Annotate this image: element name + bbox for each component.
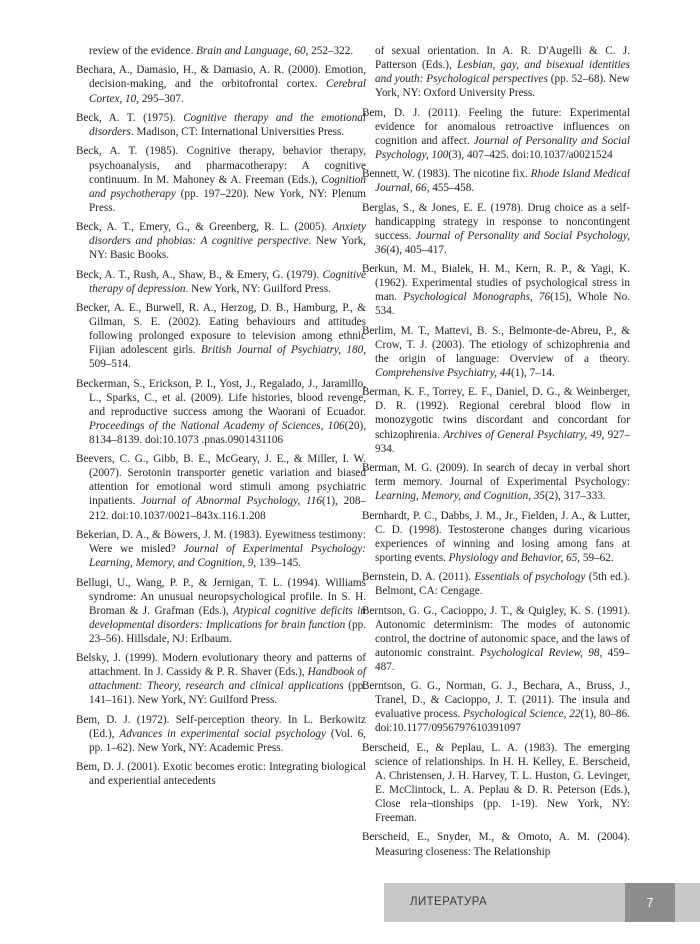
reference-italic-text: Brain and Language, 60 (196, 45, 306, 57)
reference-text: (pp. 197–220). New York, NY: Plenum Press. (89, 187, 366, 214)
reference-italic-text: Advances in experimental social psychology (119, 727, 326, 740)
reference-italic-text: Psychological Review, 98, (479, 646, 603, 659)
reference-entry (362, 167, 630, 195)
reference-entry (362, 570, 630, 598)
reference-italic-text: Cognitive therapy and the emotional disorders (89, 111, 366, 139)
reference-entry (76, 111, 366, 139)
reference-text: (1), 208–212. doi:10.1037/0021–843x.116.1.208 (89, 495, 367, 522)
reference-text: 139–145. (256, 557, 301, 570)
reference-italic-text: Journal of Abnormal Psychology, 116 (141, 495, 322, 508)
reference-italic-text: Archives of General Psychiatry, 49, (443, 428, 605, 441)
reference-italic-text: Atypical cognitive deficits in developmental disorders: Implications for brain function (89, 604, 367, 631)
reference-italic-text: Journal of Personality and Social Psychology, 36 (375, 229, 630, 256)
reference-entry (76, 377, 366, 447)
reference-entry (76, 713, 366, 755)
reference-text: Berntson, G. G., Norman, G. J., Bechara, A., Bruss, J., Tranel, D., & Cacioppo, J. T. (2011). The insula and evaluative process. (362, 680, 630, 721)
reference-text: of sexual orientation. In A. R. D'Augelli & C. J. Patterson (Eds.), (375, 45, 630, 72)
reference-text: . Madison, CT: International Universities Press. (130, 126, 345, 139)
section-title: ЛИТЕРАТУРА (410, 896, 488, 908)
reference-entry (76, 301, 366, 371)
reference-italic-text: Cerebral Cortex, 10, (89, 78, 366, 105)
reference-italic-text: Anxiety disorders and phobias: A cognitive perspective (89, 221, 366, 248)
reference-entry (362, 106, 630, 162)
reference-entry (76, 760, 366, 788)
reference-italic-text: Journal of Experimental Psychology: Learning, Memory, and Cognition, 9, (89, 543, 366, 570)
references-left-column (76, 44, 366, 794)
page-number: 7 (625, 883, 675, 922)
reference-text: Berscheid, E., Snyder, M., & Omoto, A. M. (2004). Measuring closeness: The Relationship (362, 831, 630, 858)
reference-text: Berman, M. G. (2009). In search of decay in verbal short term memory. Journal of Experimental Psychology: (362, 462, 630, 489)
reference-italic-text: Cognition and psychotherapy (89, 173, 366, 200)
reference-italic-text: Physiology and Behavior, 65, (448, 551, 581, 564)
reference-entry (76, 452, 366, 522)
reference-text: (15), Whole No. 534. (375, 291, 630, 318)
reference-entry (362, 324, 630, 380)
reference-italic-text: Proceedings of the National Academy of Sciences, 106 (89, 419, 345, 432)
reference-entry (76, 44, 366, 58)
reference-text: Beck, A. T. (1985). Cognitive therapy, behavior therapy, psychoanalysis, and pharmacotherapy: A cognitive continuum. In M. Mahoney & A. Freeman (Eds.), (76, 145, 366, 186)
reference-text: 295–307. (139, 92, 184, 105)
reference-text: . New York, NY: Basic Books. (89, 235, 366, 262)
reference-text: Berman, K. F., Torrey, E. F., Daniel, D. G., & Weinberger, D. R. (1992). Regional cerebral blood flow in monozygotic twins discordant and concordant for schizophrenia. (362, 386, 630, 441)
reference-text: , 252–322. (305, 45, 354, 57)
reference-text: review of the evidence. (89, 45, 197, 57)
reference-text: 455–458. (429, 182, 475, 195)
reference-text: (20), 8134–8139. doi:10.1073 .pnas.0901431106 (89, 419, 366, 446)
reference-entry (76, 651, 366, 707)
reference-italic-text: Handbook of attachment: Theory, research and clinical applications (89, 666, 367, 693)
reference-text: . New York, NY: Guilford Press. (185, 282, 331, 295)
reference-text: Bem, D. J. (2011). Feeling the future: Experimental evidence for anomalous retroactive influences on cognition and affect. (362, 106, 630, 147)
reference-italic-text: Rhode Island Medical Journal, 66, (375, 168, 630, 195)
reference-text: (pp. 141–161). New York, NY: Guilford Press. (89, 680, 366, 707)
reference-text: Bennett, W. (1983). The nicotine fix. (362, 168, 531, 181)
reference-text: Berscheid, E., & Peplau, L. A. (1983). The emerging science of relationships. In H. H. Kelley, E. Berscheid, A. Christensen, J. H. Harvey, T. L. Huston, G. Levinger, E. McClintock, L. A. Peplau & D. R. Peterson (Eds.), Close rela¬tionships (pp. 1-19). New York, NY: Freeman. (362, 741, 630, 825)
reference-entry (76, 63, 366, 105)
reference-text: Belsky, J. (1999). Modern evolutionary theory and patterns of attachment. In J. Cassidy & P. R. Shaver (Eds.), (76, 652, 366, 679)
reference-text: (5th ed.). Belmont, CA: Cengage. (375, 571, 631, 598)
reference-entry (362, 44, 630, 100)
reference-italic-text: Lesbian, gay, and bisexual identities and youth: Psychological perspectives (375, 59, 630, 86)
reference-text: Bellugi, U., Wang, P. P., & Jernigan, T. L. (1994). Williams syndrome: An unusual neuropsychological profile. In S. H. Broman & J. Grafman (Eds.), (76, 576, 366, 617)
reference-text: Bem, D. J. (2001). Exotic becomes erotic: Integrating biological and experiential antecedents (76, 761, 366, 788)
reference-text: 509–514. (89, 358, 131, 371)
reference-entry (362, 509, 630, 565)
reference-text: Berntson, G. G., Cacioppo, J. T., & Quigley, K. S. (1991). Autonomic determinism: The modes of autonomic control, the doctrine of autonomic space, and the laws of autonomic constraint. (362, 604, 630, 659)
reference-italic-text: British Journal of Psychiatry, 180, (201, 344, 366, 357)
references-right-column (362, 44, 630, 864)
reference-text: (1), 7–14. (510, 366, 555, 379)
reference-entry (76, 268, 366, 296)
reference-text: Bernstein, D. A. (2011). (362, 571, 475, 584)
reference-text: (3), 407–425. doi:10.1037/a0021524 (448, 148, 613, 161)
reference-text: 59–62. (580, 551, 614, 564)
reference-text: (pp. 52–68). New York, NY: Oxford University Press. (375, 73, 630, 100)
reference-entry (362, 604, 630, 674)
reference-text: Beckerman, S., Erickson, P. I., Yost, J., Regalado, J., Jaramillo, L., Sparks, C., et al. (2009). Life histories, blood revenge, and reproductive success among the Waorani of Ecuador. (76, 377, 366, 418)
reference-entry (362, 679, 630, 735)
reference-text: (Vol. 6, pp. 1–62). New York, NY: Academic Press. (89, 727, 366, 754)
reference-text: Beck, A. T., Emery, G., & Greenberg, R. L. (2005). (76, 221, 333, 234)
reference-text: Beevers, C. G., Gibb, B. E., McGeary, J. E., & Miller, I. W. (2007). Serotonin transporter genetic variation and biased attention for emotional word stimuli among psychiatric inpatients. (76, 453, 366, 508)
reference-entry (362, 461, 630, 503)
reference-entry (76, 576, 366, 646)
reference-italic-text: Journal of Personality and Social Psychology, 100 (375, 134, 630, 161)
reference-text: Bekerian, D. A., & Bowers, J. M. (1983). Eyewitness testimony: Were we misled? (76, 528, 366, 556)
reference-text: 927–934. (375, 428, 630, 455)
reference-text: 459–487. (375, 646, 631, 673)
reference-italic-text: Comprehensive Psychiatry, 44 (375, 366, 511, 379)
reference-entry (362, 385, 630, 455)
reference-text: Bernhardt, P. C., Dabbs, J. M., Jr., Fielden, J. A., & Lutter, C. D. (1998). Testosterone changes during vicarious experiences of winning and losing among fans at sporting events. (362, 509, 630, 564)
reference-italic-text: Essentials of psychology (474, 571, 586, 584)
reference-text: Berkun, M. M., Bialek, H. M., Kern, R. P., & Yagi, K. (1962). Experimental studies of psychological stress in man. (362, 263, 630, 304)
reference-text: Beck, A. T., Rush, A., Shaw, B., & Emery, G. (1979). (76, 268, 323, 281)
reference-italic-text: Learning, Memory, and Cognition, 35 (375, 490, 545, 503)
reference-entry (362, 830, 630, 858)
reference-italic-text: Cognitive therapy of depression (89, 268, 366, 295)
reference-text: (4), 405–417. (386, 243, 447, 256)
reference-text: Becker, A. E., Burwell, R. A., Herzog, D. B., Hamburg, P., & Gilman, S. E. (2002). Eating behaviours and attitudes following prolonged exposure to television among ethnic Fijian adolescent girls. (76, 302, 366, 357)
reference-text: Bem, D. J. (1972). Self-perception theory. In L. Berkowitz (Ed.), (76, 713, 366, 740)
reference-text: Berglas, S., & Jones, E. E. (1978). Drug choice as a self-handicapping strategy in response to noncontingent success. (362, 201, 630, 242)
reference-text: Bechara, A., Damasio, H., & Damasio, A. R. (2000). Emotion, decision-making, and the orbitofrontal cortex. (76, 64, 366, 91)
reference-text: (pp. 23–56). Hillsdale, NJ: Erlbaum. (89, 618, 366, 645)
reference-entry (76, 528, 366, 570)
reference-entry (362, 201, 630, 257)
reference-text: (2), 317–333. (545, 490, 606, 503)
reference-entry (76, 144, 366, 214)
reference-italic-text: Psychological Monographs, 76 (403, 291, 551, 304)
reference-entry (362, 262, 630, 318)
reference-text: (1), 80–86. doi:10.1177/0956797610391097 (375, 708, 630, 735)
reference-entry (362, 741, 630, 825)
reference-italic-text: Psychological Science, 22 (463, 708, 581, 721)
reference-text: Beck, A. T. (1975). (76, 111, 184, 124)
reference-entry (76, 220, 366, 262)
reference-text: Berlim, M. T., Mattevi, B. S., Belmonte-de-Abreu, P., & Crow, T. J. (2003). The etiology of schizophrenia and the origin of language: Overview of a theory. (362, 324, 630, 365)
